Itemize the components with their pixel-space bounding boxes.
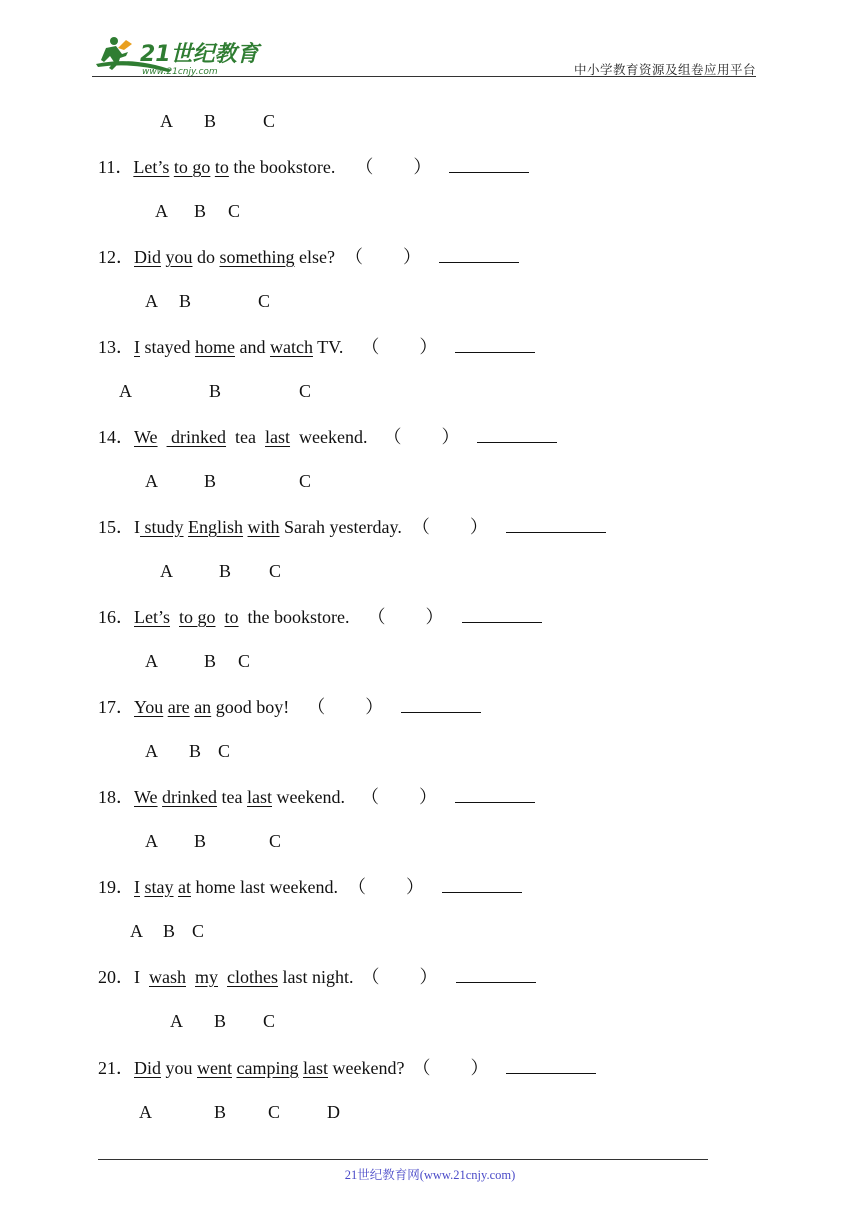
header-divider	[92, 76, 756, 77]
sentence-text: weekend?	[327, 1058, 405, 1078]
footer-divider	[98, 1159, 708, 1160]
underlined-word: wash	[149, 967, 186, 987]
sentence-text	[216, 607, 225, 627]
option-letter: A	[155, 201, 168, 221]
option-letter: B	[204, 471, 217, 491]
underlined-word: to go	[173, 157, 211, 177]
answer-paren-open: （	[361, 967, 380, 987]
underlined-word: last	[265, 427, 291, 447]
sentence-text: weekend.	[290, 427, 368, 447]
correction-blank[interactable]	[401, 696, 481, 713]
sentence-text: home last weekend.	[191, 877, 338, 897]
question-number: 15．	[98, 517, 134, 537]
answer-paren-close: ）	[413, 157, 432, 177]
question-number: 14．	[98, 427, 134, 447]
sentence-text: the bookstore.	[238, 607, 350, 627]
underlined-word: I	[134, 337, 140, 357]
option-letter: C	[299, 471, 312, 491]
underlined-word: my	[195, 967, 219, 987]
underlined-word: Did	[134, 247, 161, 267]
sentence-text	[186, 967, 195, 987]
question-14	[98, 426, 557, 448]
question-19	[98, 876, 522, 898]
sentence-text	[218, 967, 227, 987]
underlined-word: I	[134, 877, 140, 897]
sentence-text: TV.	[312, 337, 344, 357]
underlined-word: to	[214, 157, 229, 177]
underlined-word: are	[167, 697, 190, 717]
underlined-word: with	[247, 517, 280, 537]
answer-paren-open: （	[344, 247, 363, 267]
underlined-word: study	[140, 517, 184, 537]
underlined-word: at	[178, 877, 191, 897]
option-letter: C	[299, 381, 312, 401]
underlined-word: you	[165, 247, 193, 267]
question-number: 20．	[98, 967, 134, 987]
sentence-text: Sarah yesterday.	[279, 517, 402, 537]
underlined-word: Let’s	[133, 157, 170, 177]
correction-blank[interactable]	[456, 966, 536, 983]
sentence-text: tea	[226, 427, 266, 447]
option-letter: B	[219, 561, 232, 581]
sentence-text: last night.	[278, 967, 354, 987]
option-letter: C	[238, 651, 251, 671]
option-letter: C	[228, 201, 241, 221]
question-number: 11．	[98, 157, 134, 177]
option-letter: C	[263, 111, 276, 131]
page-header	[92, 30, 756, 78]
answer-paren-open: （	[383, 427, 402, 447]
correction-blank[interactable]	[506, 516, 606, 533]
sentence-text: you	[161, 1058, 197, 1078]
correction-blank[interactable]	[439, 246, 519, 263]
option-letter: A	[160, 561, 173, 581]
option-letter: B	[204, 111, 217, 131]
underlined-word: clothes	[227, 967, 279, 987]
sentence-text: good boy!	[211, 697, 290, 717]
option-letter: B	[163, 921, 176, 941]
option-letter: B	[179, 291, 192, 311]
answer-paren-open: （	[412, 1058, 431, 1078]
question-16	[98, 606, 542, 628]
question-13	[98, 336, 535, 358]
underlined-word: home	[194, 337, 235, 357]
correction-blank[interactable]	[462, 606, 542, 623]
sentence-text: do	[192, 247, 220, 267]
answer-paren-close: ）	[418, 787, 437, 807]
option-letter: B	[194, 831, 207, 851]
answer-paren-close: ）	[425, 607, 444, 627]
option-letter: B	[189, 741, 202, 761]
question-number: 21．	[98, 1058, 134, 1078]
answer-paren-close: ）	[470, 1058, 489, 1078]
option-letter: A	[145, 741, 158, 761]
header-platform-title: 中小学教育资源及组卷应用平台	[573, 62, 756, 77]
question-number: 17．	[98, 697, 134, 717]
option-letter: A	[145, 651, 158, 671]
svg-text:www.21cnjy.com: www.21cnjy.com	[142, 67, 218, 76]
answer-paren-open: （	[307, 697, 326, 717]
option-letter: B	[214, 1011, 227, 1031]
option-letter: C	[218, 741, 231, 761]
svg-text:21世纪教育: 21世纪教育	[140, 42, 259, 67]
underlined-word: to	[224, 607, 239, 627]
question-12	[98, 246, 519, 268]
underlined-word: went	[197, 1058, 232, 1078]
question-20	[98, 966, 536, 988]
question-11	[98, 156, 529, 178]
correction-blank[interactable]	[477, 426, 557, 443]
option-letter: B	[194, 201, 207, 221]
answer-paren-open: （	[355, 157, 374, 177]
answer-paren-open: （	[367, 607, 386, 627]
question-number: 19．	[98, 877, 134, 897]
question-number: 16．	[98, 607, 134, 627]
sentence-text: stayed	[140, 337, 195, 357]
option-letter: A	[170, 1011, 183, 1031]
answer-paren-open: （	[411, 517, 430, 537]
underlined-word: last	[302, 1058, 328, 1078]
sentence-text	[170, 607, 179, 627]
answer-paren-open: （	[361, 337, 380, 357]
underlined-word: We	[134, 787, 158, 807]
question-number: 13．	[98, 337, 134, 357]
underlined-word: English	[188, 517, 244, 537]
option-letter: A	[145, 831, 158, 851]
option-letter: B	[209, 381, 222, 401]
underlined-word: Did	[134, 1058, 161, 1078]
option-letter: D	[327, 1102, 340, 1122]
correction-blank[interactable]	[442, 876, 522, 893]
underlined-word: stay	[144, 877, 174, 897]
option-letter: C	[192, 921, 205, 941]
underlined-word: drinked	[166, 427, 227, 447]
sentence-text: I	[134, 967, 149, 987]
sentence-text: weekend.	[272, 787, 345, 807]
answer-paren-close: ）	[365, 697, 384, 717]
option-letter: C	[263, 1011, 276, 1031]
underlined-word: Let’s	[134, 607, 170, 627]
answer-paren-close: ）	[469, 517, 488, 537]
question-18	[98, 786, 535, 808]
option-letter: B	[204, 651, 217, 671]
answer-paren-close: ）	[419, 337, 438, 357]
option-letter: A	[145, 471, 158, 491]
underlined-word: You	[134, 697, 164, 717]
question-17	[98, 696, 481, 718]
option-letter: A	[130, 921, 143, 941]
underlined-word: last	[247, 787, 273, 807]
question-21	[98, 1057, 596, 1079]
footer-site: 21世纪教育网(www.21cnjy.com)	[344, 1168, 516, 1182]
answer-paren-open: （	[347, 877, 366, 897]
option-letter: C	[269, 561, 282, 581]
logo-runner-icon	[92, 34, 262, 76]
underlined-word: watch	[269, 337, 313, 357]
answer-paren-close: ）	[405, 877, 424, 897]
correction-blank[interactable]	[455, 786, 535, 803]
sentence-text: tea	[217, 787, 248, 807]
question-number: 18．	[98, 787, 134, 807]
option-letter: B	[214, 1102, 227, 1122]
sentence-text: the bookstore.	[228, 157, 336, 177]
answer-paren-close: ）	[419, 967, 438, 987]
underlined-word: to go	[179, 607, 216, 627]
answer-paren-open: （	[360, 787, 379, 807]
option-letter: A	[119, 381, 132, 401]
correction-blank[interactable]	[449, 156, 529, 173]
underlined-word: something	[219, 247, 295, 267]
answer-paren-close: ）	[441, 427, 460, 447]
underlined-word: an	[194, 697, 212, 717]
correction-blank[interactable]	[506, 1057, 596, 1074]
answer-paren-close: ）	[402, 247, 421, 267]
question-15	[98, 516, 606, 538]
option-letter: C	[269, 831, 282, 851]
option-letter: A	[145, 291, 158, 311]
option-letter: C	[258, 291, 271, 311]
sentence-text: and	[234, 337, 270, 357]
underlined-word: camping	[236, 1058, 299, 1078]
option-letter: A	[160, 111, 173, 131]
correction-blank[interactable]	[455, 336, 535, 353]
question-number: 12．	[98, 247, 134, 267]
option-letter: C	[268, 1102, 281, 1122]
underlined-word: We	[134, 427, 158, 447]
sentence-text	[158, 427, 167, 447]
sentence-text: else?	[294, 247, 335, 267]
option-letter: A	[139, 1102, 152, 1122]
sentence-text: I	[134, 517, 140, 537]
underlined-word: drinked	[162, 787, 218, 807]
